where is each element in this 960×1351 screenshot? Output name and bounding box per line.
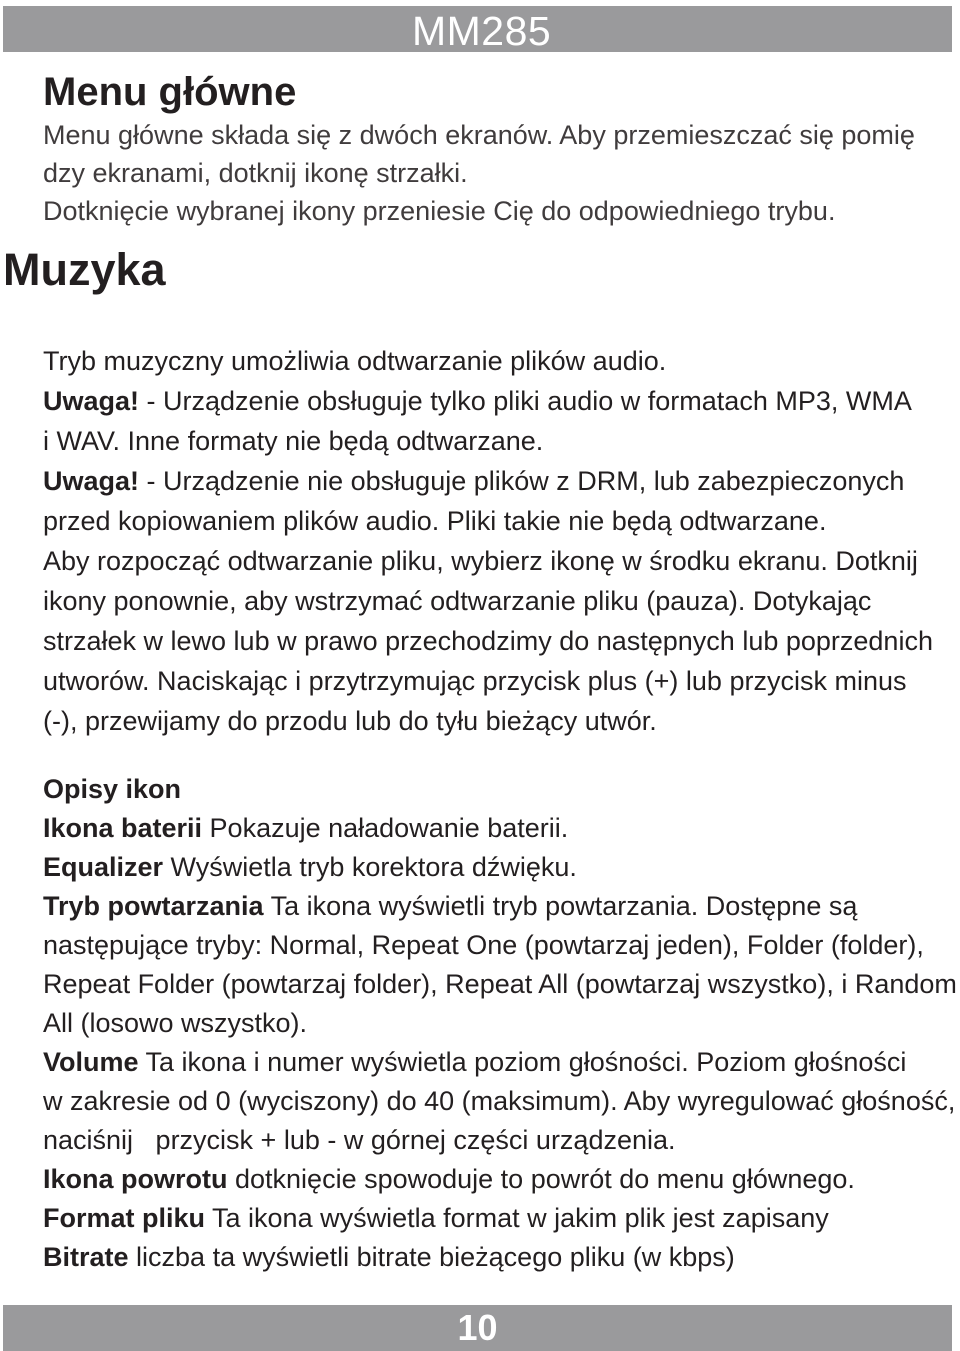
text-line: Repeat Folder (powtarzaj folder), Repeat All (powtarzaj wszystko), i Random bbox=[43, 969, 957, 999]
term-label: Tryb powtarzania bbox=[43, 891, 264, 921]
term-text: Ta ikona wyświetla format w jakim plik jest zapisany bbox=[205, 1203, 829, 1233]
term-label: Ikona baterii bbox=[43, 813, 203, 843]
note-line bbox=[43, 461, 955, 501]
term-text: liczba ta wyświetli bitrate bieżącego pliku (w kbps) bbox=[128, 1242, 735, 1272]
text-line: Menu główne składa się z dwóch ekranów. Aby przemieszczać się pomię bbox=[43, 120, 915, 150]
text-line: dzy ekranami, dotknij ikonę strzałki. bbox=[43, 158, 468, 188]
term-label: Ikona powrotu bbox=[43, 1164, 228, 1194]
term-text: Ta ikona wyświetli tryb powtarzania. Dostępne są bbox=[263, 891, 858, 921]
repeat-description bbox=[43, 887, 955, 926]
icon-descriptions bbox=[43, 770, 955, 1277]
format-description bbox=[43, 1199, 955, 1238]
term-label: Volume bbox=[43, 1047, 139, 1077]
volume-description bbox=[43, 1043, 955, 1082]
text-line: i WAV. Inne formaty nie będą odtwarzane. bbox=[43, 426, 544, 456]
text-line: Tryb muzyczny umożliwia odtwarzanie plików audio. bbox=[43, 346, 667, 376]
return-description bbox=[43, 1160, 955, 1199]
term-text: Pokazuje naładowanie baterii. bbox=[202, 813, 569, 843]
text-line: (-), przewijamy do przodu lub do tyłu bieżący utwór. bbox=[43, 706, 657, 736]
term-text: dotknięcie spowoduje to powrót do menu głównego. bbox=[227, 1164, 855, 1194]
music-heading: Muzyka bbox=[3, 244, 166, 295]
text-line: utworów. Naciskając i przytrzymując przycisk plus (+) lub przycisk minus bbox=[43, 666, 907, 696]
text-line: All (losowo wszystko). bbox=[43, 1008, 308, 1038]
text-line: ikony ponownie, aby wstrzymać odtwarzanie pliku (pauza). Dotykając bbox=[43, 586, 872, 616]
note-text: - Urządzenie nie obsługuje plików z DRM, lub zabezpieczonych bbox=[139, 466, 905, 496]
text-line: Aby rozpocząć odtwarzanie pliku, wybierz ikonę w środku ekranu. Dotknij bbox=[43, 546, 918, 576]
note-text: - Urządzenie obsługuje tylko pliki audio w formatach MP3, WMA bbox=[139, 386, 912, 416]
term-label: Equalizer bbox=[43, 852, 164, 882]
text-line: strzałek w lewo lub w prawo przechodzimy do następnych lub poprzednich bbox=[43, 626, 933, 656]
text-line: przed kopiowaniem plików audio. Pliki takie nie będą odtwarzane. bbox=[43, 506, 827, 536]
text-line: naciśnij przycisk + lub - w górnej części urządzenia. bbox=[43, 1125, 676, 1155]
note-label: Uwaga! bbox=[43, 466, 140, 496]
note-label: Uwaga! bbox=[43, 386, 140, 416]
main-menu-paragraph bbox=[43, 116, 955, 230]
term-text: Wyświetla tryb korektora dźwięku. bbox=[163, 852, 577, 882]
bitrate-description bbox=[43, 1238, 955, 1277]
text-line: Dotknięcie wybranej ikony przeniesie Cię do odpowiedniego trybu. bbox=[43, 196, 836, 226]
term-label: Format pliku bbox=[43, 1203, 206, 1233]
music-paragraph bbox=[43, 341, 955, 741]
equalizer-description bbox=[43, 848, 955, 887]
main-menu-heading: Menu główne bbox=[43, 70, 297, 114]
icon-descriptions-heading: Opisy ikon bbox=[43, 774, 182, 804]
battery-description bbox=[43, 809, 955, 848]
text-line: następujące tryby: Normal, Repeat One (powtarzaj jeden), Folder (folder), bbox=[43, 930, 924, 960]
term-label: Bitrate bbox=[43, 1242, 129, 1272]
model-name: MM285 bbox=[412, 8, 552, 54]
term-text: Ta ikona i numer wyświetla poziom głośności. Poziom głośności bbox=[138, 1047, 907, 1077]
note-line bbox=[43, 381, 955, 421]
page-number: 10 bbox=[457, 1307, 498, 1348]
text-line: w zakresie od 0 (wyciszony) do 40 (maksimum). Aby wyregulować głośność, bbox=[43, 1086, 956, 1116]
